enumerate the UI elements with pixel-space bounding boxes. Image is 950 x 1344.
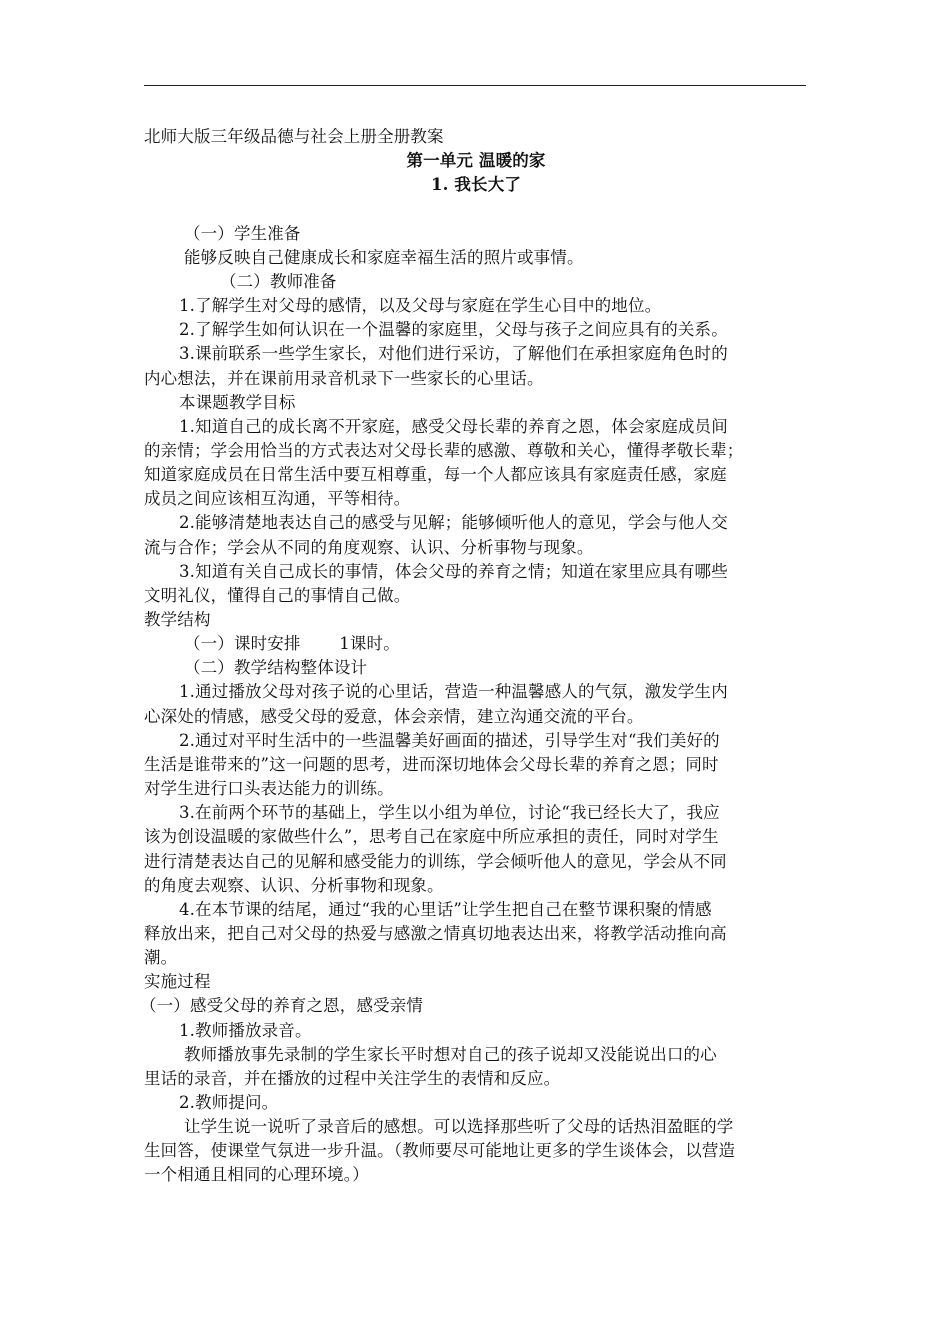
text-line: 2.能够清楚地表达自己的感受与见解；能够倾听他人的意见，学会与他人交: [179, 513, 728, 533]
text-line: 对学生进行口头表达能力的训练。: [144, 779, 394, 799]
text-line: 教学结构: [144, 610, 211, 629]
text-line: 3.在前两个环节的基础上，学生以小组为单位，讨论“我已经长大了，我应: [179, 803, 720, 823]
section-heading: 1. 我长大了: [430, 175, 522, 195]
text-line: 实施过程: [144, 972, 211, 992]
text-line: 内心想法，并在课前用录音机录下一些家长的心里话。: [144, 368, 544, 388]
text-line: 的角度去观察、认识、分析事物和现象。: [144, 875, 444, 895]
text-line: 潮。: [144, 948, 178, 968]
text-line: 2.通过对平时生活中的一些温馨美好画面的描述，引导学生对“我们美好的: [179, 730, 720, 750]
text-line: 进行清楚表达自己的见解和感受能力的训练，学会倾听他人的意见，学会从不同: [144, 851, 727, 871]
text-line: 2.教师提问。: [179, 1093, 279, 1112]
text-line: 一个相通且相同的心理环境。）: [144, 1165, 369, 1185]
text-line: 知道家庭成员在日常生活中要互相尊重，每一个人都应该具有家庭责任感，家庭: [144, 465, 727, 485]
text-line: （二）教师准备: [220, 271, 337, 291]
text-line: 2.了解学生如何认识在一个温馨的家庭里，父母与孩子之间应具有的关系。: [179, 320, 728, 340]
text-line: 让学生说一说听了录音后的感想。可以选择那些听了父母的话热泪盈眶的学: [184, 1117, 734, 1137]
text-line: 的亲情；学会用恰当的方式表达对父母长辈的感激、尊敬和关心，懂得孝敬长辈；: [144, 440, 744, 460]
text-line: 该为创设温暖的家做些什么”，思考自己在家庭中所应承担的责任，同时对学生: [144, 827, 719, 847]
text-line: 释放出来，把自己对父母的热爱与感激之情真切地表达出来，将教学活动推向高: [144, 923, 727, 943]
text-line: 流与合作；学会从不同的角度观察、认识、分析事物与现象。: [144, 537, 594, 557]
header-rule: [144, 85, 806, 86]
text-line: 能够反映自己健康成长和家庭幸福生活的照片或事情。: [184, 247, 584, 267]
text-line: （一）课时安排 1课时。: [184, 634, 400, 654]
text-line: [144, 197, 808, 221]
text-line: 里话的录音，并在播放的过程中关注学生的表情和反应。: [144, 1068, 561, 1088]
text-line: 生活是谁带来的”这一问题的思考，进而深切地体会父母长辈的养育之恩；同时: [144, 754, 719, 774]
text-line: 1.知道自己的成长离不开家庭，感受父母长辈的养育之恩，体会家庭成员间: [179, 416, 728, 436]
text-line: 生回答，使课堂气氛进一步升温。（教师要尽可能地让更多的学生谈体会，以营造: [144, 1141, 736, 1161]
text-line: 1.了解学生对父母的感情，以及父母与家庭在学生心目中的地位。: [179, 296, 662, 316]
text-line: 文明礼仪，懂得自己的事情自己做。: [144, 585, 411, 605]
text-line: 3.知道有关自己成长的事情，体会父母的养育之情；知道在家里应具有哪些: [179, 561, 728, 581]
text-line: 成员之间应该相互沟通，平等相待。: [144, 489, 411, 509]
text-line: 1.教师播放录音。: [179, 1020, 312, 1040]
text-line: （二）教学结构整体设计: [184, 658, 368, 678]
text-line: （一）学生准备: [184, 223, 301, 243]
section-heading: 第一单元 温暖的家: [406, 151, 546, 171]
text-line: 3.课前联系一些学生家长，对他们进行采访，了解他们在承担家庭角色时的: [179, 344, 728, 364]
text-line: 心深处的情感，感受父母的爱意，体会亲情，建立沟通交流的平台。: [144, 706, 644, 726]
text-line: 本课题教学目标: [179, 392, 296, 412]
text-line: 教师播放事先录制的学生家长平时想对自己的孩子说却又没能说出口的心: [184, 1044, 717, 1064]
text-line: 1.通过播放父母对孩子说的心里话，营造一种温馨感人的气氛，激发学生内: [179, 682, 728, 702]
text-line: 4.在本节课的结尾，通过“我的心里话”让学生把自己在整节课积聚的情感: [179, 899, 712, 919]
text-line: （一）感受父母的养育之恩，感受亲情: [140, 996, 424, 1016]
text-line: 北师大版三年级品德与社会上册全册教案: [144, 127, 444, 146]
